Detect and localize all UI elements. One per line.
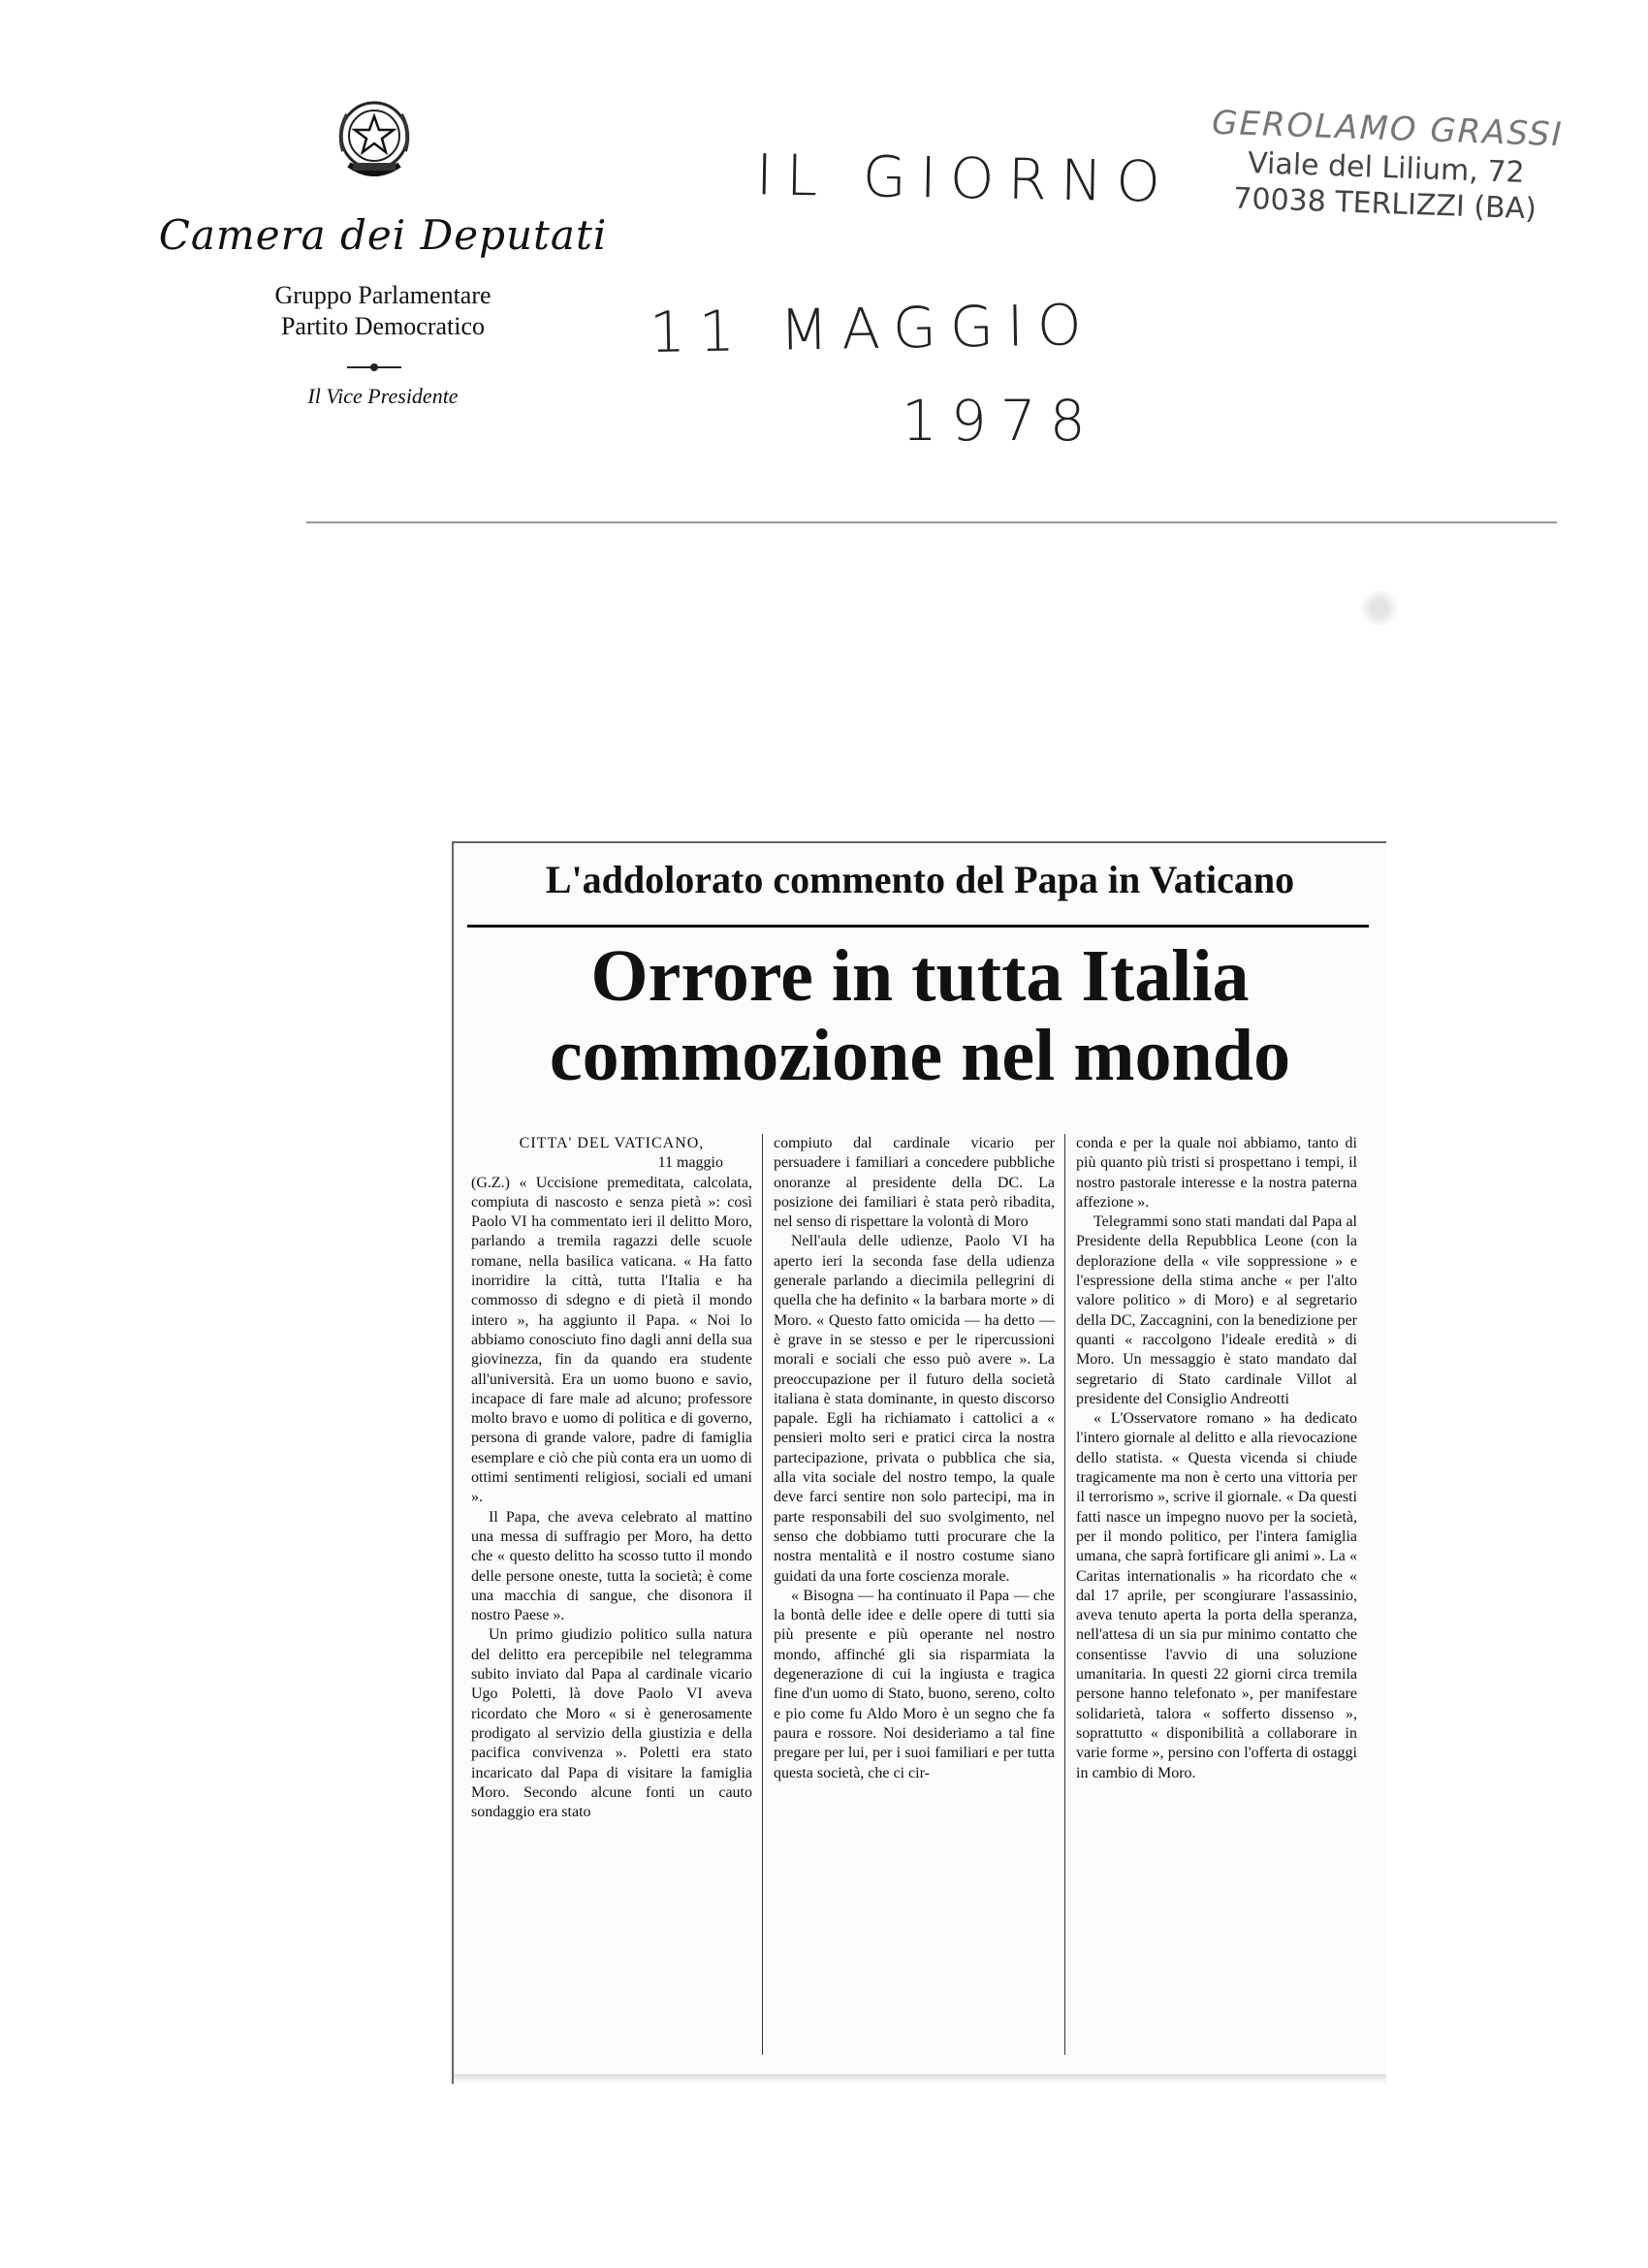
column-paragraph: « Bisogna — ha continuato il Papa — che la bontà delle idee e delle opere di tutti sia più presente e più operante nel nostro mondo, affinché gli sia risparmiata la degenerazione di cui la ingiusta e tragica fine d'un uomo di Stato, buono, sereno, colto e pio come fu Aldo Moro è un segno che fa paura e rossore. Noi desideriamo a tal fine pregare per lui, per i suoi familiari e per tutta questa società, che ci cir- [774,1587,1055,1781]
column-paragraph: Nell'aula delle udienze, Paolo VI ha aperto ieri la seconda fase della udienza generale parlando a diecimila pellegrini di quella che ha definito « la barbara morte » di Moro. « Questo fatto omicida — ha detto — è grave in se stesso e per le ripercussioni morali e sociali che esso può avere ». La preoccupazione per il futuro della società italiana è stata dominante, in questo discorso papale. Egli ha richiamato i cattolici a « pensieri molto seri e pratici circa la nostra partecipazione, privata o pubblica che sia, alla vita sociale del nostro tempo, la quale deve farci sentire non solo partecipi, ma in parte responsabili del suo svolgimento, nel senso che dobbiamo tutti procurare che la nostra mentalità e il nostro costume siano guidati da una forte coscienza morale. [774,1233,1055,1585]
headline-line-1: Orrore in tutta Italia [590,935,1250,1017]
newspaper-clipping [452,841,1386,2084]
article-column-2 [774,1134,1055,2064]
kicker-rule [467,925,1369,928]
column-paragraph: Telegrammi sono stati mandati dal Papa al Presidente della Repubblica Leone (con la deplorazione della « vile soppressione » e l'espressione della stima anche « per l'alto valore politico » di Moro) e al segretario della DC, Zaccagnini, con la benedizione per quanti « raccolgono l'ideale eredità » di Moro. Un messaggio è stato mandato dal segretario di Stato cardinale Villot al presidente del Consiglio Andreotti [1076,1213,1357,1407]
column-paragraph: conda e per la quale noi abbiamo, tanto di più quanto più tristi si prospettano i tempi, il nostro pastorale interesse e la nostra paterna affezione ». [1076,1135,1357,1211]
role-title: Il Vice Presidente [307,384,459,408]
party-name: Partito Democratico [280,312,486,340]
column-paragraph: Il Papa, che aveva celebrato al mattino una messa di suffragio per Moro, ha detto che « questo delitto ha scosso tutto il mondo delle persone oneste, tutta la società; è come una macchia di sangue, che disonora il nostro Paese ». [471,1508,752,1624]
stamp-name: GEROLAMO GRASSI [1211,103,1565,155]
article-headline [454,936,1386,1095]
article-column-3 [1076,1134,1357,2064]
scan-smudge [1352,582,1420,635]
column-paragraph: Un primo giudizio politico sulla natura del delitto era percepibile nel telegramma subito inviato dal Papa al cardinale vicario Ugo Poletti, là dove Paolo VI aveva ricordato che Moro « si è generosamente prodigato al servizio della giustizia e della pacifica convivenza ». Poletti era stato incaricato dal Papa di visitare la famiglia Moro. Secondo alcune fonti un cauto sondaggio era stato [471,1626,752,1821]
headline-line-2: commozione nel mondo [549,1015,1291,1096]
column-rule [1064,1134,1065,2055]
page-divider [306,521,1557,523]
dateline-date: 11 maggio [657,1154,723,1172]
clipping-shadow [454,2074,1386,2084]
article-kicker: L'addolorato commento del Papa in Vaticano [545,858,1295,901]
handwritten-newspaper: IL GIORNO [755,142,1175,215]
column-paragraph: compiuto dal cardinale vicario per persuadere i familiari a concedere pubbliche onoranze al presidente della DC. La posizione dei familiari è stata però ribadita, nel senso di rispettare la volontà di Moro [774,1135,1055,1231]
italian-republic-emblem-icon [333,93,415,184]
stamp-city: 70038 TERLIZZI (BA) [1232,181,1537,227]
dateline: CITTA' DEL VATICANO, [519,1135,705,1151]
parliamentary-group: Gruppo Parlamentare [274,281,491,309]
letterhead-divider [347,366,401,368]
institution-name: Camera dei Deputati [158,211,608,259]
column-rule [762,1134,763,2055]
article-column-1 [471,1134,752,2064]
address-stamp [1200,102,1572,229]
column-paragraph: « L'Osservatore romano » ha dedicato l'intero giornale al delitto e alla rievocazione dello statista. « Questa vicenda si chiude tragicamente ma non è certo una vittoria per il terrorismo », scrive il giornale. « Da questi fatti nasce un impegno nuovo per la società, per il mondo politico, per l'intera famiglia umana, che saprà fortificare gli animi ». La « Caritas internationalis » ha ricordato che « dal 17 aprile, per scongiurare l'assassinio, aveva tenuto aperta la porta della speranza, nell'attesa di un sia pur minimo contatto che consentisse l'avvio di una soluzione umanitaria. In questi 22 giorni circa tremila persone hanno telefonato », per manifestare solidarietà, talora « sofferto dissenso », soprattutto « disponibilità a collaborare in varie forme », persino con l'offerta di ostaggi in cambio di Moro. [1076,1410,1357,1781]
handwritten-date: 11 MAGGIO [649,291,1096,366]
column-paragraph: (G.Z.) « Uccisione premeditata, calcolata, compiuta di nascosto e senza pietà »: così Paolo VI ha commentato ieri il delitto Moro, parlando a tremila ragazzi delle scuole romane, nella basilica vaticana. « Ha fatto inorridire la città, tutta l'Italia e ha commosso di sdegno e di pietà il mondo intero », ha aggiunto il Papa. « Noi lo abbiamo conosciuto fino dagli anni della sua giovinezza, fin da quando era studente all'università. Era un uomo buono e savio, incapace di fare male ad alcuno; professore molto bravo e uomo di politica e di governo, persona di grande valore, padre di famiglia esemplare e ciò che più conta era un uomo di ottimi sentimenti religiosi, sociali ed umani ». [471,1174,752,1506]
handwritten-year: 1978 [902,388,1099,454]
stamp-street: Viale del Lilium, 72 [1247,145,1526,190]
